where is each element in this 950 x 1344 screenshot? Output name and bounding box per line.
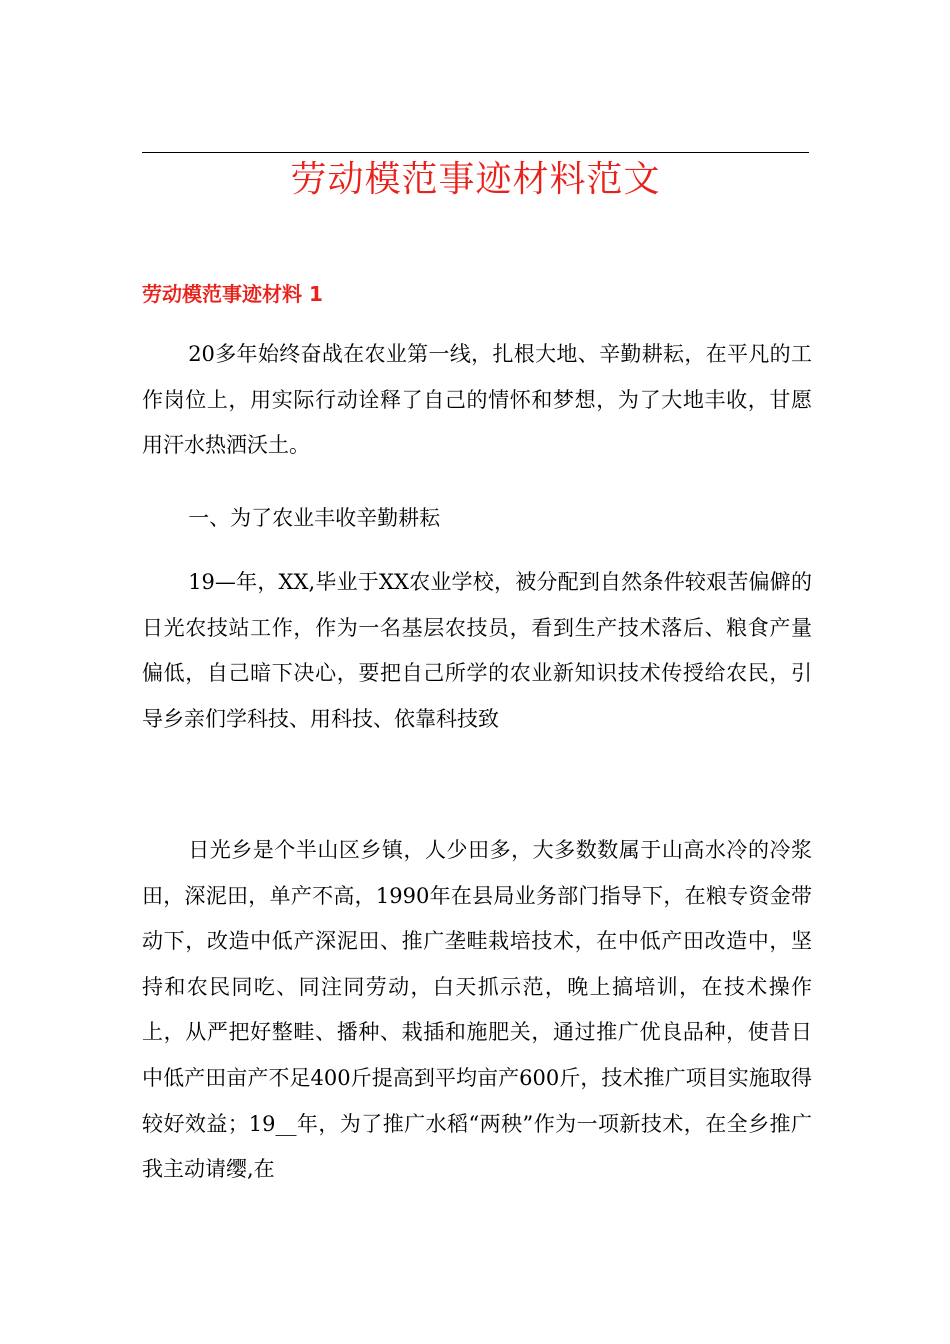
subsection-heading: 一、为了农业丰收辛勤耕耘 xyxy=(188,506,441,530)
body-paragraph: 20多年始终奋战在农业第一线，扎根大地、辛勤耕耘，在平凡的工作岗位上，用实际行动诠释了自己的情怀和梦想，为了大地丰收，甘愿用汗水热洒沃土。 xyxy=(142,342,812,458)
body-paragraph: 日光乡是个半山区乡镇，人少田多，大多数数属于山高水冷的冷浆田，深泥田，单产不高，1990年在县局业务部门指导下，在粮专资金带动下，改造中低产深泥田、推广垄畦栽培技术，在中低产田改造中，坚持和农民同吃、同注同劳动，白天抓示范，晚上搞培训，在技术操作上，从严把好整畦、播种、栽插和施肥关，通过推广优良品种，使昔日中低产田亩产不足400斤提高到平均亩产600斤，技术推广项目实施取得较好效益；19__年，为了推广水稻“两秧”作为一项新技术，在全乡推广我主动请缨,在 xyxy=(142,838,812,1182)
body-paragraph: 19—年，XX,毕业于XX农业学校，被分配到自然条件较艰苦偏僻的日光农技站工作，作为一名基层农技员，看到生产技术落后、粮食产量偏低，自己暗下决心，要把自己所学的农业新知识技术传授给农民，引导乡亲们学科技、用科技、依靠科技致 xyxy=(142,570,812,731)
document-title: 劳动模范事迹材料范文 xyxy=(290,159,661,200)
section-heading: 劳动模范事迹材料 1 xyxy=(142,282,323,306)
